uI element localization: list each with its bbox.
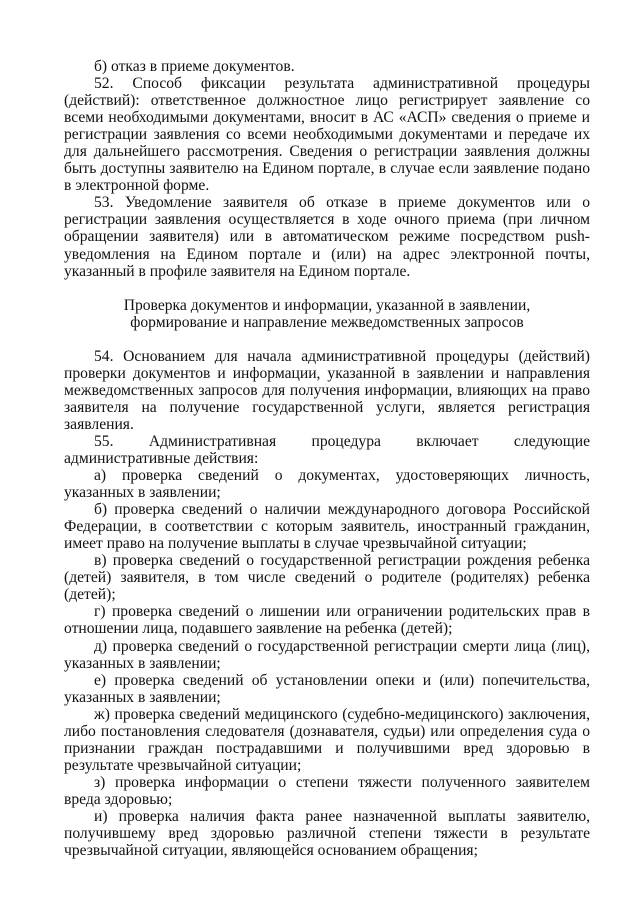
list-item-z: з) проверка информации о степени тяжести полученного заявителем вреда здоровью; [64,773,590,808]
section-heading [64,297,590,331]
section-heading-line-1: Проверка документов и информации, указанной в заявлении, [123,296,531,314]
list-item-b: б) проверка сведений о наличии международного договора Российской Федерации, в соответствии с которым заявитель, иностранный гражданин, имеет право на получение выплаты в случае чрезвычайной ситуации; [64,501,590,553]
list-item-i: и) проверка наличия факта ранее назначенной выплаты заявителю, получившему вред здоровью различной степени тяжести в результате чрезвычайной ситуации, являющейся основанием обращения; [64,807,590,860]
paragraph-b-refusal: б) отказ в приеме документов. [94,58,295,75]
list-item-e: е) проверка сведений об установлении опеки и (или) попечительства, указанных в заявлении; [64,671,590,706]
list-item-g: г) проверка сведений о лишении или ограничении родительских прав в отношении лица, подавшего заявление на ребенка (детей); [64,603,590,638]
paragraph-52: 52. Способ фиксации результата административной процедуры (действий): ответственное должностное лицо регистрирует заявление со всеми необходимыми документами, вносит в АС «АСП» сведения о приеме и регистрации заявления со всеми необходимыми документами и передаче их для дальнейшего рассмотрения. Сведения о регистрации заявления должны быть доступны заявителю на Едином портале, в случае если заявление подано в электронной форме. [64,75,590,195]
paragraph-55: 55. Административная процедура включает следующие административные действия: [64,432,590,467]
section-heading-line-2: формирование и направление межведомственных запросов [130,313,524,331]
document-page [64,58,590,859]
list-item-a: а) проверка сведений о документах, удостоверяющих личность, указанных в заявлении; [64,467,590,502]
list-item-d: д) проверка сведений о государственной регистрации смерти лица (лиц), указанных в заявлении; [64,637,590,672]
list-item-zh: ж) проверка сведений медицинского (судебно-медицинского) заключения, либо постановления следователя (дознавателя, судьи) или определения суда о признании граждан пострадавшими и получившими вред здоровью в результате чрезвычайной ситуации; [64,705,590,774]
paragraph-53: 53. Уведомление заявителя об отказе в приеме документов или о регистрации заявления осуществляется в ходе очного приема (при личном обращении заявителя) или в автоматическом режиме посредством push-уведомления на Едином портале и (или) на адрес электронной почты, указанный в профиле заявителя на Едином портале. [64,194,590,280]
paragraph-54: 54. Основанием для начала административной процедуры (действий) проверки документов и информации, указанной в заявлении и направления межведомственных запросов для получения информации, влияющих на право заявителя на получение государственной услуги, является регистрация заявления. [64,347,590,433]
list-item-v: в) проверка сведений о государственной регистрации рождения ребенка (детей) заявителя, в том числе сведений о родителе (родителях) ребенка (детей); [64,552,590,604]
